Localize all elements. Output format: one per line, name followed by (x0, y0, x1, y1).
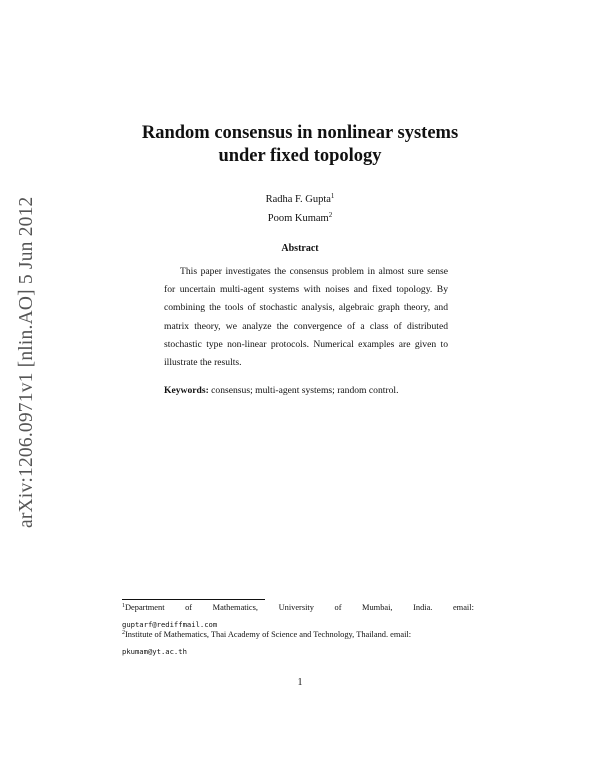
author-name: Poom Kumam (267, 213, 329, 224)
paper-title-line-2: under fixed topology (218, 146, 382, 166)
footnote-word: $^1$Department (122, 603, 165, 612)
footnote-2 (122, 627, 474, 660)
footnote-mark: 1 (122, 603, 125, 609)
footnote-2-affiliation: $^2$Institute of Mathematics, Thai Academy of Science and Technology, Thailand. email: (122, 630, 412, 639)
keywords-label: Keywords: (164, 385, 209, 396)
footnote-word: University (278, 603, 314, 612)
author-2 (200, 213, 400, 224)
author-name: Radha F. Gupta (265, 194, 331, 205)
footnote-1-affiliation (122, 600, 474, 617)
paper-title-line-1: Random consensus in nonlinear systems (141, 123, 459, 143)
footnote-word: Mathematics, (212, 603, 259, 612)
abstract-heading: Abstract (281, 243, 319, 254)
footnote-2-email[interactable]: pkumam@yt.ac.th (122, 646, 187, 656)
footnote-mark: 2 (122, 630, 125, 636)
keywords-line (164, 385, 464, 396)
author-footnote-mark: 1 (330, 192, 335, 200)
footnote-word: email: (452, 603, 474, 612)
keywords-text: consensus; multi-agent systems; random control. (208, 385, 399, 396)
footnote-word: of (185, 603, 193, 612)
footnote-word: Mumbai, (362, 603, 393, 612)
author-footnote-mark: 2 (328, 211, 333, 219)
footnote-word: of (334, 603, 342, 612)
author-1 (200, 194, 400, 205)
paper-title (110, 122, 490, 168)
arxiv-identifier-stamp: arXiv:1206.0971v1 [nlin.AO] 5 Jun 2012 (16, 196, 37, 528)
abstract-body: This paper investigates the consensus problem in almost sure sense for uncertain multi-agent systems with noises and fixed topology. By combining the tools of stochastic analysis, algebraic graph theory, and matrix theory, we analyze the convergence of a class of distributed stochastic type non-linear protocols. Numerical examples are given to illustrate the results. (164, 266, 448, 369)
page-number: 1 (297, 677, 303, 688)
footnote-1-email[interactable]: guptarf@rediffmail.com (122, 619, 218, 629)
footnote-word: India. (413, 603, 433, 612)
